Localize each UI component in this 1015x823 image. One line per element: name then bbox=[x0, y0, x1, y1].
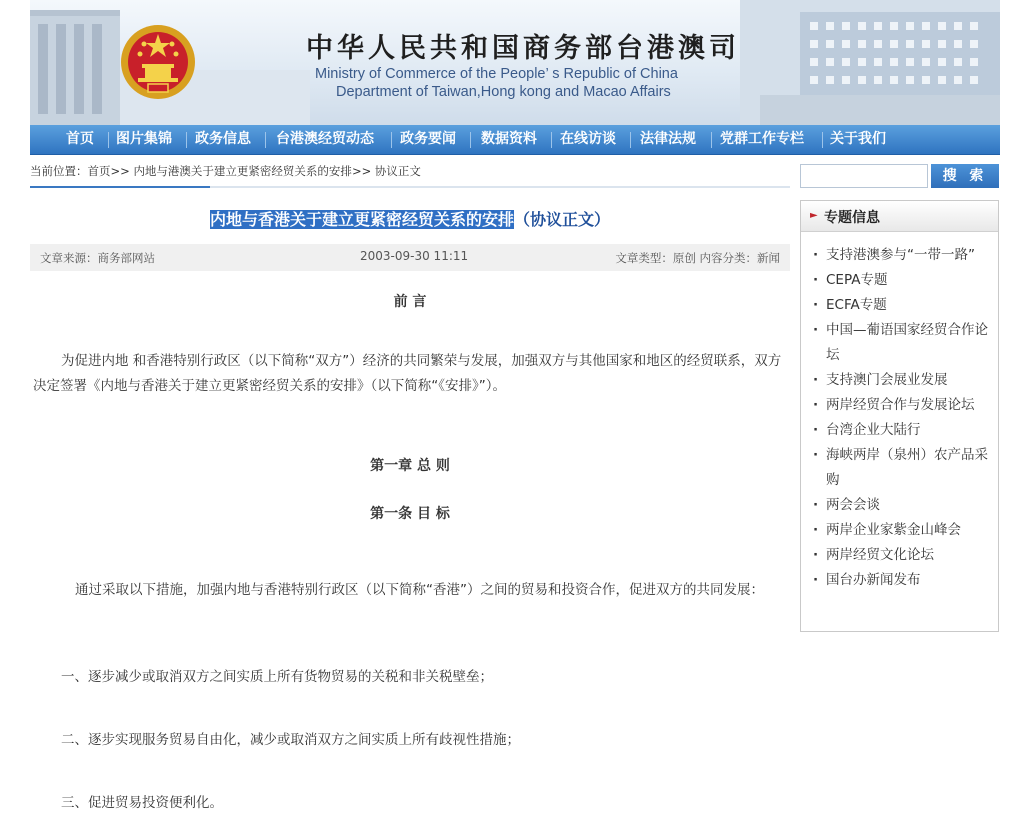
nav-divider bbox=[186, 132, 187, 148]
breadcrumb-current: 协议正文 bbox=[374, 164, 421, 178]
nav-divider bbox=[108, 132, 109, 148]
nav-item-major-news[interactable]: 政务要闻 bbox=[400, 131, 456, 147]
article-1-paragraph: 通过采取以下措施，加强内地与香港特别行政区（以下简称“香港”）之间的贸易和投资合作，促进双方的共同发展： bbox=[75, 582, 764, 598]
article-title-highlighted: 内地与香港关于建立更紧密经贸关系的安排 bbox=[209, 210, 514, 229]
article-source: 文章来源：商务部网站 bbox=[40, 251, 155, 265]
breadcrumb bbox=[30, 163, 421, 179]
header-banner bbox=[30, 0, 1000, 125]
nav-item-home[interactable]: 首页 bbox=[66, 131, 94, 147]
sidebar-title: 专题信息 bbox=[824, 210, 880, 226]
sidebar-item-macao-exhibition[interactable]: · 支持澳门会展业发展 bbox=[811, 368, 991, 393]
breadcrumb-parent-link[interactable]: 内地与港澳关于建立更紧密经贸关系的安排 bbox=[133, 164, 352, 178]
sidebar-item-culture-forum[interactable]: · 两岸经贸文化论坛 bbox=[811, 543, 991, 568]
nav-item-government-info[interactable]: 政务信息 bbox=[195, 131, 251, 147]
article-item-2: 二、逐步实现服务贸易自由化，减少或取消双方之间实质上所有歧视性措施； bbox=[61, 732, 520, 748]
nav-divider bbox=[822, 132, 823, 148]
nav-item-party-work[interactable]: 党群工作专栏 bbox=[720, 131, 804, 147]
breadcrumb-label: 当前位置： bbox=[30, 164, 88, 178]
nav-item-laws[interactable]: 法律法规 bbox=[640, 131, 696, 147]
sidebar-item-cross-strait-forum[interactable]: · 两岸经贸合作与发展论坛 bbox=[811, 393, 991, 418]
sidebar-item-quanzhou-procurement[interactable]: · 海峡两岸（泉州）农产品采购 bbox=[811, 443, 991, 493]
arrow-right-icon: ► bbox=[810, 210, 818, 221]
sidebar-list bbox=[811, 243, 991, 593]
breadcrumb-home-link[interactable]: 首页 bbox=[87, 164, 111, 178]
sidebar-item-cepa[interactable]: · CEPA专题 bbox=[811, 268, 991, 293]
search-input[interactable] bbox=[800, 164, 928, 188]
article-item-3: 三、促进贸易投资便利化。 bbox=[61, 795, 223, 811]
nav-item-photos[interactable]: 图片集锦 bbox=[116, 131, 172, 147]
nav-divider bbox=[630, 132, 631, 148]
nav-item-interviews[interactable]: 在线访谈 bbox=[560, 131, 616, 147]
nav-divider bbox=[265, 132, 266, 148]
breadcrumb-separator: >> bbox=[110, 164, 130, 178]
preface-heading: 前 言 bbox=[393, 294, 427, 310]
national-emblem-icon bbox=[118, 22, 198, 102]
site-title-cn: 中华人民共和国商务部台港澳司 bbox=[306, 33, 740, 64]
article-item-1: 一、逐步减少或取消双方之间实质上所有货物贸易的关税和非关税壁垒； bbox=[61, 669, 493, 685]
nav-divider bbox=[711, 132, 712, 148]
sidebar-item-two-associations[interactable]: · 两会会谈 bbox=[811, 493, 991, 518]
nav-item-trade-news[interactable]: 台港澳经贸动态 bbox=[276, 131, 374, 147]
preface-paragraph: 为促进内地 和香港特别行政区（以下简称“双方”）经济的共同繁荣与发展，加强双方与其他国家和地区的经贸联系，双方决定签署《内地与香港关于建立更紧密经贸关系的安排》（以下简称“《安排》”）。 bbox=[33, 353, 782, 394]
site-title-en-line1: Ministry of Commerce of the People’ s Republic of China bbox=[315, 66, 678, 82]
nav-item-data[interactable]: 数据资料 bbox=[481, 131, 537, 147]
nav-divider bbox=[391, 132, 392, 148]
article-title bbox=[30, 207, 790, 230]
article-1-heading: 第一条 目 标 bbox=[370, 506, 450, 522]
sidebar-item-taiwan-office-press[interactable]: · 国台办新闻发布 bbox=[811, 568, 991, 593]
nav-divider bbox=[551, 132, 552, 148]
search-button[interactable]: 搜 索 bbox=[931, 164, 999, 188]
sidebar-header bbox=[801, 201, 998, 232]
building-right-image bbox=[740, 0, 1000, 125]
article-title-suffix: （协议正文） bbox=[514, 210, 611, 229]
breadcrumb-divider-accent bbox=[30, 186, 210, 188]
nav-item-about[interactable]: 关于我们 bbox=[830, 131, 886, 147]
breadcrumb-separator: >> bbox=[351, 164, 372, 178]
topics-sidebar bbox=[800, 200, 999, 632]
main-nav bbox=[30, 125, 1000, 155]
sidebar-item-taiwan-enterprise[interactable]: · 台湾企业大陆行 bbox=[811, 418, 991, 443]
chapter-heading: 第一章 总 则 bbox=[370, 458, 450, 474]
sidebar-item-zijinshan-summit[interactable]: · 两岸企业家紫金山峰会 bbox=[811, 518, 991, 543]
sidebar-item-ecfa[interactable]: · ECFA专题 bbox=[811, 293, 991, 318]
nav-divider bbox=[470, 132, 471, 148]
sidebar-item-portuguese-forum[interactable]: · 中国—葡语国家经贸合作论坛 bbox=[811, 318, 991, 368]
site-title-en-line2: Department of Taiwan,Hong kong and Macao Affairs bbox=[336, 84, 671, 100]
article-type: 文章类型：原创 内容分类：新闻 bbox=[615, 251, 780, 265]
article-meta-bar bbox=[30, 244, 790, 271]
article-date: 2003-09-30 11:11 bbox=[360, 249, 469, 263]
sidebar-item-belt-road[interactable]: · 支持港澳参与“一带一路” bbox=[811, 243, 991, 268]
